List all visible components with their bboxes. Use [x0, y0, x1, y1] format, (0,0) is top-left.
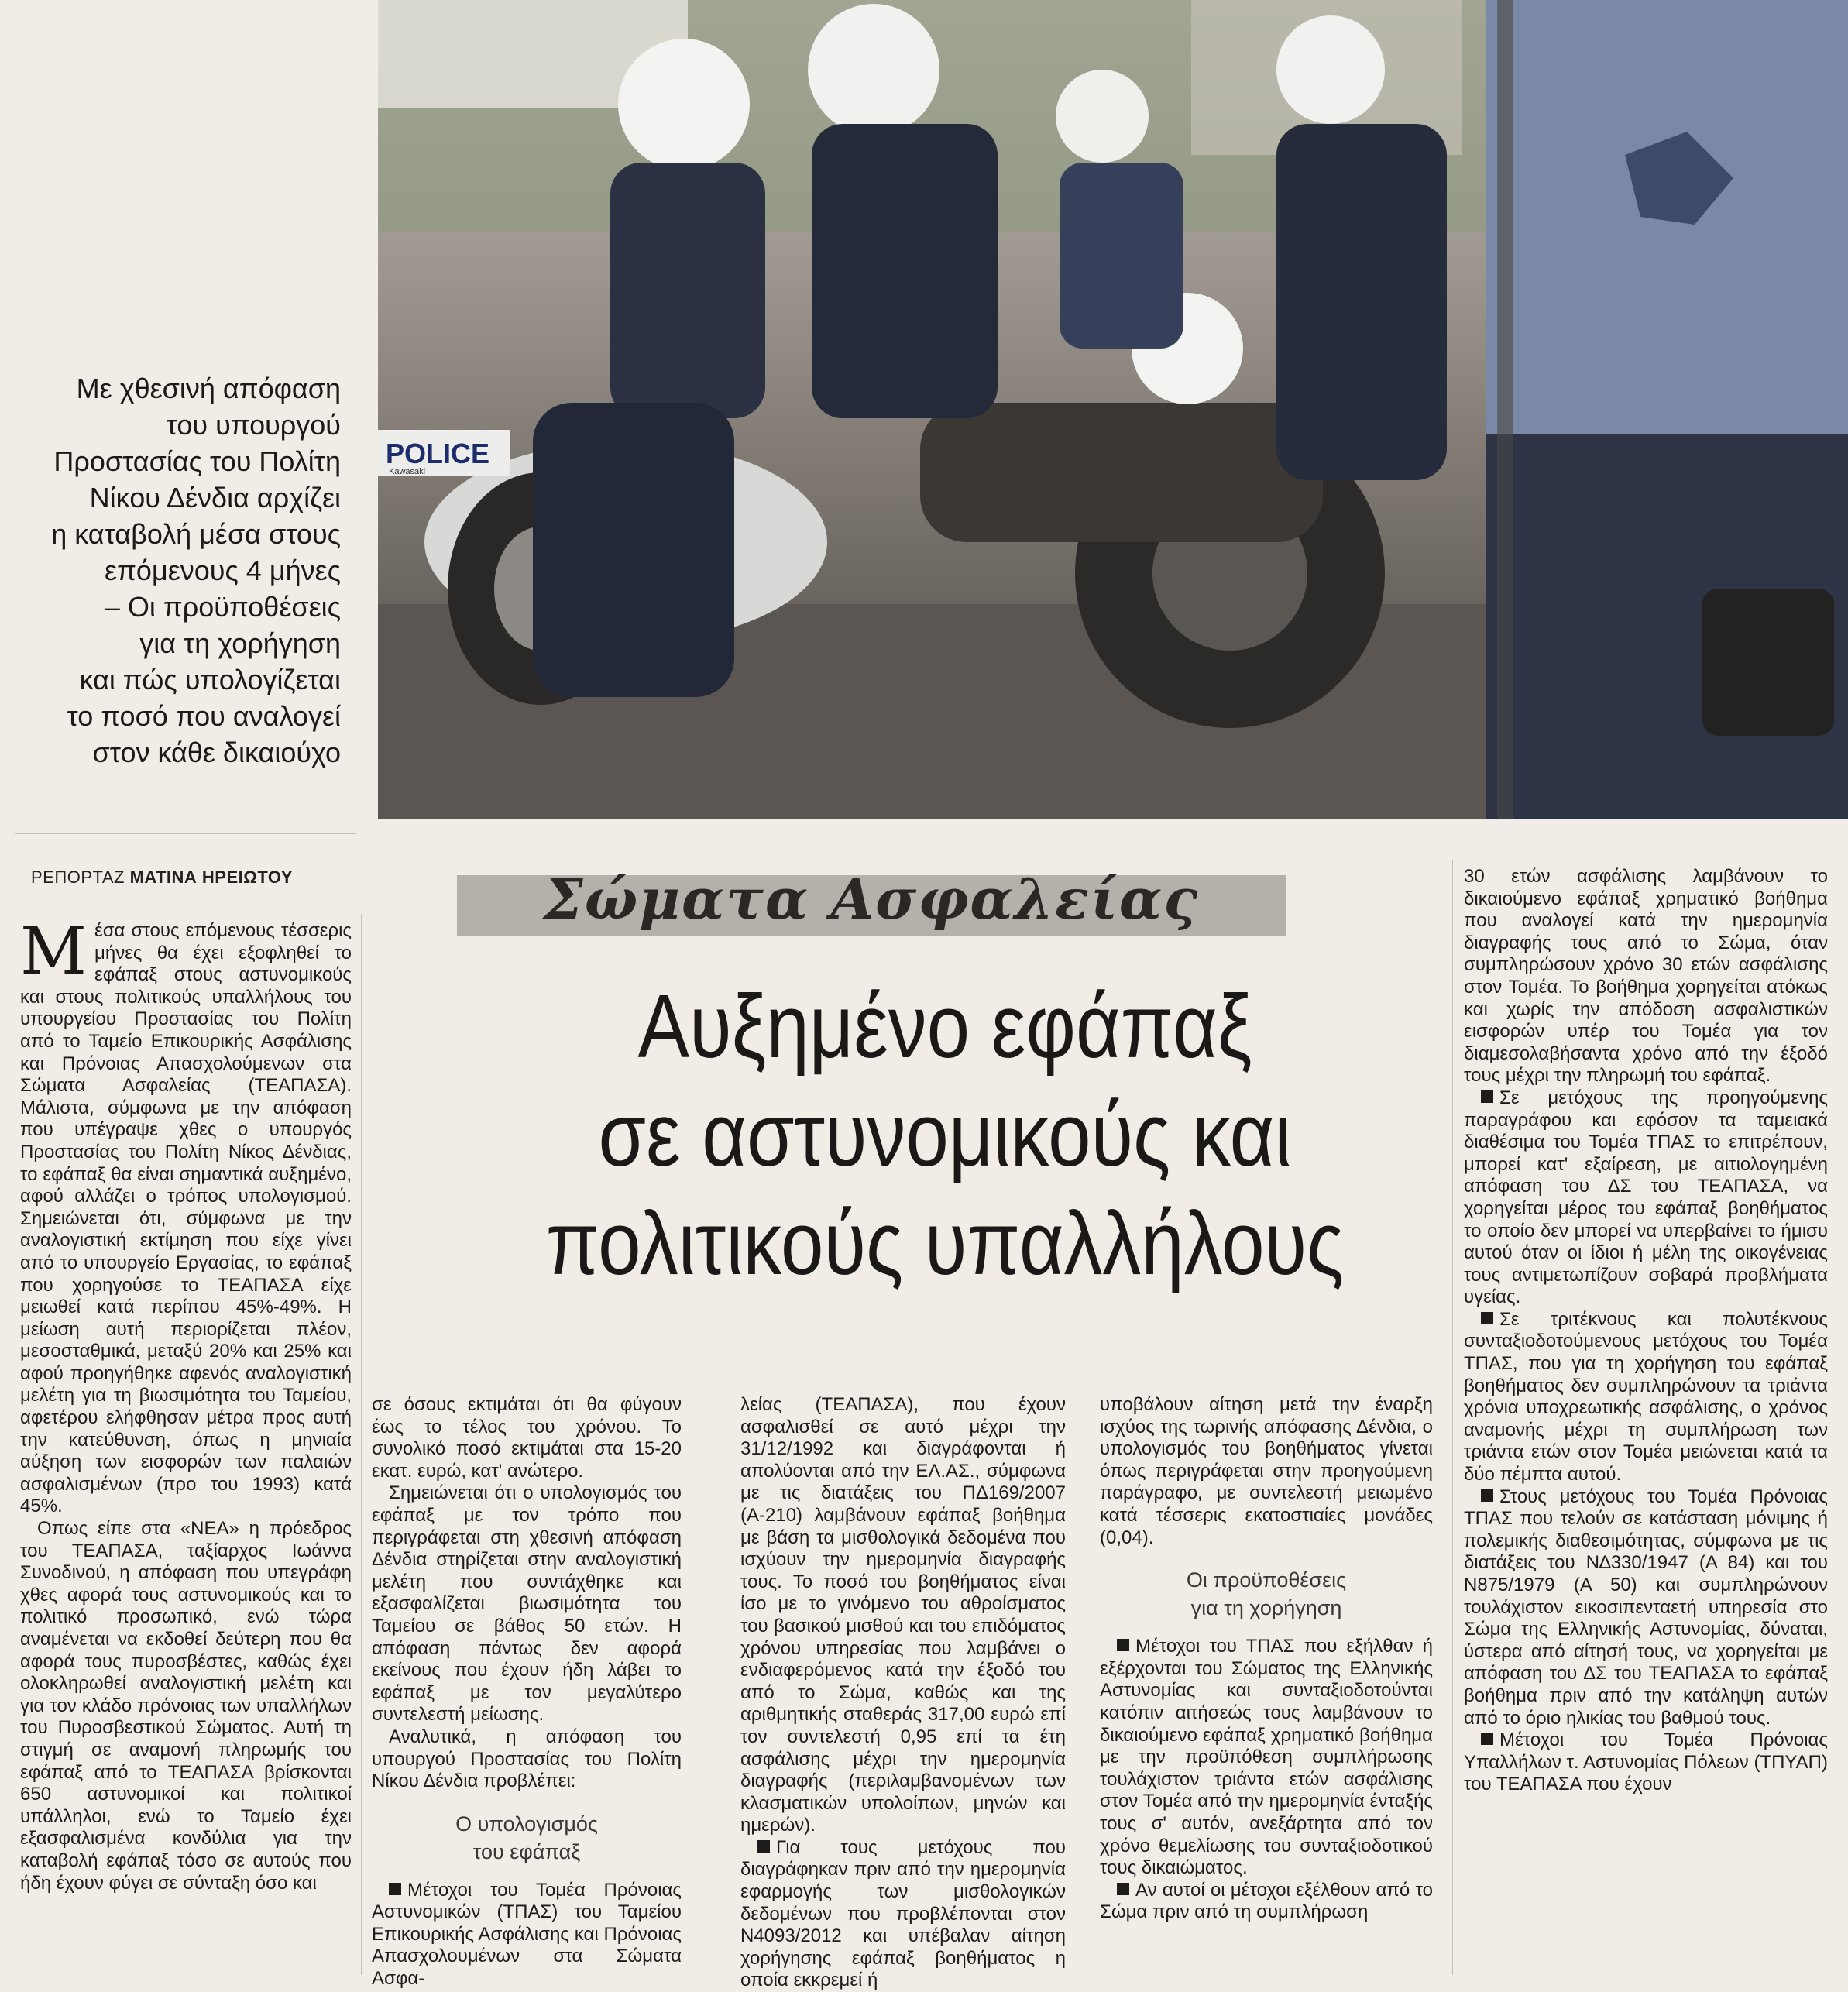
deck-line: Νίκου Δένδια αρχίζει: [89, 482, 341, 513]
deck: [31, 370, 341, 771]
paragraph-text: Μέτοχοι του Τομέα Πρόνοιας Υπαλλήλων τ. Αστυνομίας Πόλεων (ΤΠΥΑΠ) του ΤΕΑΠΑΣΑ που έχουν: [1464, 1729, 1828, 1795]
paragraph: [1464, 1486, 1828, 1730]
byline-author: ΜΑΤΙΝΑ ΗΡΕΙΩΤΟΥ: [129, 867, 294, 887]
paragraph-text: Αν αυτοί οι μέτοχοι εξέλθουν από το Σώμα πριν από τη συμπλήρωση: [1100, 1879, 1433, 1923]
paragraph-text: Σε τριτέκνους και πολυτέκνους συνταξιοδοτούμενους μετόχους του Τομέα ΤΠΑΣ, που για τη χορήγηση του εφάπαξ βοηθήματος δεν συμπληρώνουν τα τριάντα χρόνια υποχρεωτικής ασφάλισης, ο χρόνος αναμονής μέχρι τη συμπλήρωση των τριάντα ετών στον Τομέα μειώνεται κατά τα δύο πέμπτα αυτού.: [1464, 1308, 1828, 1485]
police-motorcycles-photo: [378, 0, 1848, 819]
article-column-4: [1100, 1394, 1433, 1924]
subheading-line: για τη χορήγηση: [1190, 1596, 1342, 1620]
deck-line: στον κάθε δικαιούχο: [92, 737, 341, 768]
subheading-line: Οι προϋποθέσεις: [1186, 1568, 1347, 1592]
paragraph: [1464, 1729, 1828, 1796]
paragraph-text: Για τους μετόχους που διαγράφηκαν πριν από την ημερομηνία εφαρμογής των μισθολογικών δεδομένων που προβλέπονται στον Ν4093/2012 και υπέβαλαν αίτηση χορήγησης εφάπαξ βοηθήματος η οποία εκκρεμεί ή: [740, 1836, 1066, 1991]
paragraph-text: Στους μετόχους του Τομέα Πρόνοιας ΤΠΑΣ που τελούν σε κατάσταση μόνιμης ή πολεμικής διαθεσιμότητας, σύμφωνα με τις διατάξεις του Ν∆330/1947 (Α 84) και του Ν875/1979 (Α 50) και συμπληρώνουν τουλάχιστον εικοσιπενταετή υπηρεσία στο Σώμα της Ελληνικής Αστυνομίας, δύναται, ύστερα από αίτησή τους, να χορηγείται με απόφαση του ΔΣ του ΤΕΑΠΑΣΑ το εφάπαξ βοήθημα πριν από την κατάληψη αυτών από το όριο ηλικίας του βαθμού τους.: [1464, 1485, 1828, 1729]
photo-illustration: [378, 0, 1848, 819]
deck-line: για τη χορήγηση: [139, 627, 341, 659]
police-label: POLICE: [386, 438, 490, 469]
bullet-square-icon: [1117, 1883, 1129, 1895]
deck-line: επόμενους 4 μήνες: [105, 555, 341, 586]
deck-line: Προστασίας του Πολίτη: [53, 445, 341, 477]
article-column-2: [372, 1394, 682, 1990]
paragraph: λείας (ΤΕΑΠΑΣΑ), που έχουν ασφαλισθεί σε αυτό μέχρι την 31/12/1992 και διαγράφονται ή απολύονται από την ΕΛ.ΑΣ., σύμφωνα με τις διατάξεις του ΠΔ169/2007 (Α-210) λαμβάνουν εφάπαξ βοήθημα με βάση τα μισθολογικά δεδομένα που ισχύουν την ημερομηνία διαγραφής τους. Το ποσό του βοηθήματος είναι ίσο με το γινόμενο του αθροίσματος του βασικού μισθού και του επιδόματος χρόνου υπηρεσίας που λαμβάνει ο ενδιαφερόμενος κατά την έξοδό του από το Σώμα, καθώς και της αριθμητικής σταθεράς 317,00 ευρώ επί τον συντελεστή 0,95 επί τα έτη ασφάλισης μέχρι την ημερομηνία διαγραφής (περιλαμβανομένων των κλασματικών υπολοίπων, μηνών και ημερών).: [740, 1394, 1066, 1836]
paragraph: Αναλυτικά, η απόφαση του υπουργού Προστασίας του Πολίτη Νίκου Δένδια προβλέπει:: [372, 1726, 682, 1792]
subheading: [372, 1810, 682, 1866]
article-column-3: [740, 1394, 1066, 1992]
headline-line: σε αστυνομικούς και: [598, 1084, 1292, 1185]
byline: [31, 867, 341, 888]
byline-label: ΡΕΠΟΡΤΑΖ: [31, 867, 125, 887]
deck-line: το ποσό που αναλογεί: [67, 700, 341, 732]
bullet-square-icon: [1481, 1312, 1493, 1324]
bullet-square-icon: [1481, 1733, 1493, 1745]
headline: [452, 972, 1438, 1297]
paragraph: Σημειώνεται ότι ο υπολογισμός του εφάπαξ με τον τρόπο που περιγράφεται στη χθεσινή απόφαση Δένδια στηρίζεται στην αναλογιστική μελέτη που συντάχθηκε και εξασφαλίζεται βιωσιμότητα του Ταμείου σε βάθος 50 ετών. Η απόφαση πάντως δεν αφορά εκείνους που έχουν ήδη λάβει το εφάπαξ με τον μεγαλύτερο συντελεστή μείωσης.: [372, 1482, 682, 1726]
faded-adjacent-text-top-left: [0, 0, 217, 294]
deck-line: η καταβολή μέσα στους: [51, 518, 341, 550]
paragraph: [1100, 1880, 1433, 1924]
deck-line: Με χθεσινή απόφαση: [76, 373, 341, 404]
bullet-square-icon: [1481, 1090, 1493, 1103]
paragraph: Οπως είπε στα «ΝΕΑ» η πρόεδρος του ΤΕΑΠΑΣΑ, ταξίαρχος Ιωάννα Συνοδινού, η απόφαση που υπεγράφη χθες αφορά τους αστυνομικούς και το πολιτικό προσωπικό, ενώ τώρα αναμένεται να εκδοθεί δεύτερη που θα αφορά τους πυροσβέστες, καθώς έχει ολοκληρωθεί αναλογιστική μελέτη και για τον κλάδο πρόνοιας των υπαλλήλων του Πυροσβεστικού Σώματος. Αυτή τη στιγμή σε αναμονή πληρωμής του εφάπαξ από το ΤΕΑΠΑΣΑ βρίσκονται 650 αστυνομικοί και πολιτικοί υπάλληλοι, ενώ το Ταμείο έχει εξασφαλισμένα κονδύλια για την καταβολή εφάπαξ τόσο σε αυτούς που ήδη έχουν φύγει σε σύνταξη όσο και: [20, 1518, 352, 1894]
drop-cap: Μ: [20, 913, 88, 989]
bullet-square-icon: [1481, 1489, 1493, 1502]
column-rule: [361, 914, 362, 1975]
deck-line: του υπουργού: [166, 409, 341, 441]
headline-line: Αυξημένο εφάπαξ: [637, 976, 1252, 1077]
deck-divider: [15, 833, 356, 834]
deck-line: και πώς υπολογίζεται: [79, 664, 341, 695]
paragraph: [1464, 1087, 1828, 1309]
deck-line: – Οι προϋποθέσεις: [104, 591, 341, 623]
paragraph: [1100, 1636, 1433, 1880]
article-column-5: [1464, 866, 1828, 1796]
section-kicker: Σώματα Ασφαλείας: [543, 866, 1200, 932]
subheading-line: του εφάπαξ: [472, 1839, 581, 1863]
paragraph-text: Σε μετόχους της προηγούμενης παραγράφου και εφόσον τα ταμειακά διαθέσιμα του Τομέα ΤΠΑΣ το επιτρέπουν, μπορεί κατ' εξαίρεση, με αιτιολογημένη απόφαση του ΔΣ του ΤΕΑΠΑΣΑ, να χορηγείται μέρος του εφάπαξ βοηθήματος το οποίο δεν μπορεί να υπερβαίνει το ήμισυ αυτού όταν οι ίδιοι ή μέλη της οικογένειας τους αντιμετωπίζουν σοβαρά προβλήματα υγείας.: [1464, 1087, 1828, 1308]
subheading: [1100, 1566, 1433, 1622]
paragraph-text: έσα στους επόμενους τέσσερις μήνες θα έχει εξοφληθεί το εφάπαξ στους αστυνομικούς και στους πολιτικούς υπαλλήλους του υπουργείου Προστασίας του Πολίτη από το Ταμείο Επικουρικής Ασφάλισης και Πρόνοιας Απασχολούμενων στα Σώματα Ασφαλείας (ΤΕΑΠΑΣΑ). Μάλιστα, σύμφωνα με την απόφαση που υπέγραψε χθες ο υπουργός Προστασίας του Πολίτη Νίκος Δένδιας, το εφάπαξ θα είναι σημαντικά αυξημένο, αφού αλλάζει ο τρόπος υπολογισμού. Σημειώνεται ότι, σύμφωνα με την αναλογιστική εκτίμηση που είχε γίνει από το υπουργείο Εργασίας, το εφάπαξ που χορηγούσε το ΤΕΑΠΑΣΑ είχε μειωθεί κατά περίπου 45%-49%. Η μείωση αυτή περιορίζεται πλέον, μεσοσταθμικά, μεταξύ 20% και 25% και αφού προηγήθηκε αφενός αναλογιστική μελέτη για τη βιωσιμότητα του Ταμείου, αφετέρου ελήφθησαν μέτρα προς αυτή την κατεύθυνση, όπως η μηνιαία αύξηση των εισφορών των παλαιών ασφαλισμένων (προ του 1993) κατά 45%.: [20, 920, 352, 1517]
article-column-1: [20, 913, 352, 1894]
bullet-square-icon: [1117, 1639, 1129, 1651]
headline-line: πολιτικούς υπαλλήλους: [545, 1193, 1345, 1293]
bullet-square-icon: [389, 1883, 401, 1895]
paragraph: υποβάλουν αίτηση μετά την έναρξη ισχύος της τωρινής απόφασης Δένδια, ο υπολογισμός του βοηθήματος γίνεται όπως περιγράφεται στην προηγούμενη παράγραφο, με συντελεστή μειωμένο κατά τέσσερις εκατοστιαίες μονάδες (0,04).: [1100, 1394, 1433, 1548]
paragraph-text: Μέτοχοι του Τομέα Πρόνοιας Αστυνομικών (ΤΠΑΣ) του Ταμείου Επικουρικής Ασφάλισης και Πρόνοιας Απασχολουμένων στα Σώματα Ασφα-: [372, 1879, 682, 1990]
bullet-square-icon: [757, 1840, 770, 1853]
paragraph-text: Μέτοχοι του ΤΠΑΣ που εξήλθαν ή εξέρχονται του Σώματος της Ελληνικής Αστυνομίας και συνταξιοδοτούνται κατόπιν αιτήσεώς τους λαμβάνουν το δικαιούμενο εφάπαξ χρηματικό βοήθημα με την προϋπόθεση συμπλήρωσης τουλάχιστον τριάντα ετών ασφάλισης στον Τομέα από την ημερομηνία ένταξής τους σ' αυτόν, ανεξάρτητα από τον χρόνο θεμελίωσης του συνταξιοδοτικού τους δικαιώματος.: [1100, 1636, 1433, 1879]
subheading-line: Ο υπολογισμός: [455, 1812, 598, 1836]
paragraph: [740, 1837, 1066, 1992]
paragraph: [20, 913, 352, 1518]
paragraph: [1464, 1309, 1828, 1486]
paragraph: 30 ετών ασφάλισης λαμβάνουν το δικαιούμενο εφάπαξ χρηματικό βοήθημα που αναλογεί κατά την ημερομηνία διαγραφής τους από το Σώμα, όταν συμπληρώσουν χρόνο 30 ετών ασφάλισης στον Τομέα. Το βοήθημα χορηγείται ατόκως και χωρίς την απόδοση ασφαλιστικών εισφορών υπέρ του Τομέα για τον διαμεσολαβήσαντα χρόνο από την έξοδό τους μέχρι την πληρωμή του εφάπαξ.: [1464, 866, 1828, 1087]
paragraph: σε όσους εκτιμάται ότι θα φύγουν έως το τέλος του χρόνου. Το συνολικό ποσό εκτιμάται στα 15-20 εκατ. ευρώ, κατ' ανώτερο.: [372, 1394, 682, 1482]
column-rule: [1452, 860, 1453, 1975]
kawasaki-label: Kawasaki: [389, 467, 426, 476]
paragraph: [372, 1880, 682, 1990]
